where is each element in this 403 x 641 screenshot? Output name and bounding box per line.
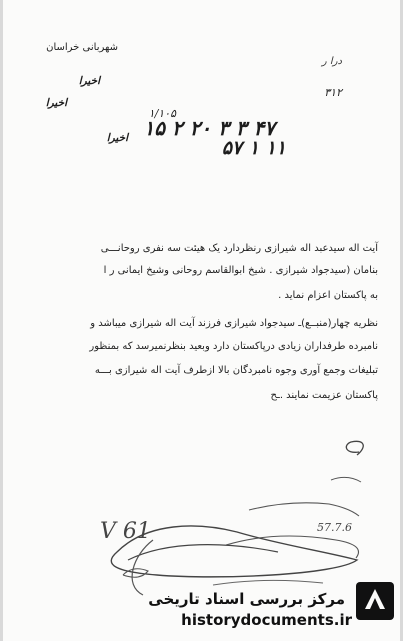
body-line: نظریه چهار(منبــع)ـ سیدجواد شیرازی فرزند آیت اله شیرازی میباشد و (90, 318, 378, 329)
document-page (3, 0, 400, 641)
watermark-logo-icon (355, 581, 395, 621)
body-line: به پاکستان اعزام نماید . (278, 290, 378, 301)
urgent-mark-2: اخیرا (45, 97, 67, 109)
body-line: پاکستان عزیمت نمایند .ـح (270, 390, 378, 401)
reference-code: ۱/۱۰۵ (148, 107, 176, 120)
reference-number: ۳۱۲ (324, 86, 342, 99)
urgent-mark-3: اخیرا (106, 132, 128, 144)
body-line: بنامان (سیدجواد شیرازی . شیخ ابوالقاسم روحانی وشیخ ایمانی ر ا (103, 265, 378, 276)
body-line: آیت اله سیدعبد اله شیرازی رنظردارد یک هیئت سه نفری روحانـــی (100, 243, 378, 254)
top-right-note: درا ر (321, 56, 342, 67)
watermark-url: historydocuments.ir (181, 611, 352, 629)
body-line: تبلیغات وجمع آوری وجوه نامبردگان بالا ازطرف آیت اله شیرازی بـــه (94, 365, 378, 376)
reference-serial: ۴۷ ۳ ۳ ۲۰ ۲ ۱۵ (143, 116, 275, 140)
watermark-title: مرکز بررسی اسناد تاریخی (148, 590, 345, 608)
margin-note: V 61 (100, 519, 151, 544)
bottom-handwritten-date: 57.7.6 (317, 521, 352, 534)
urgent-mark-1: اخیرا (78, 75, 100, 87)
body-line: نامبرده طرفداران زیادی درپاکستان دارد وبعید بنظرنمیرسد که بمنظور (89, 341, 378, 352)
reference-date: ۱۱ ۱ ۵۷ (221, 137, 286, 159)
addressee: شهربانی خراسان (46, 42, 118, 53)
